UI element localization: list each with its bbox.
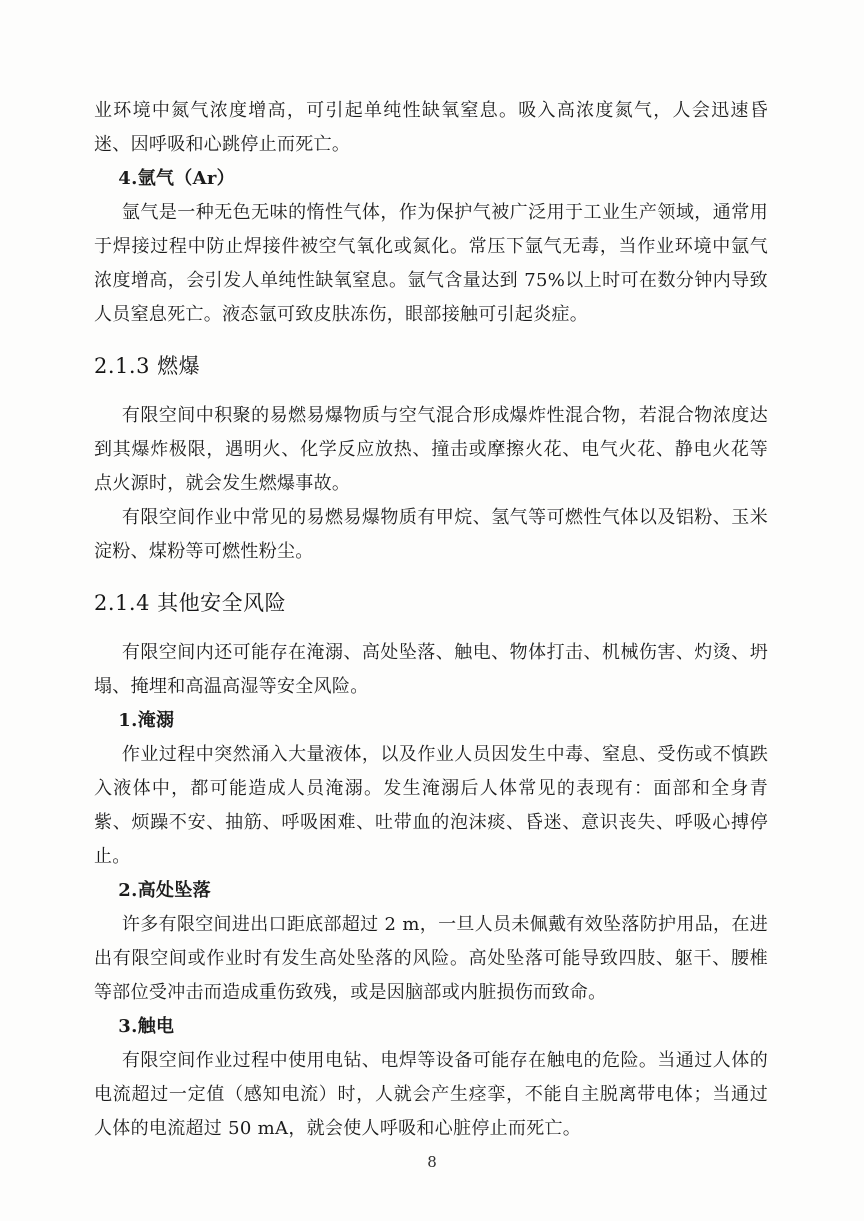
subheading-drowning: 1.淹溺 bbox=[118, 710, 175, 731]
page-footer bbox=[0, 1152, 864, 1171]
paragraph-drowning: 作业过程中突然涌入大量液体，以及作业人员因发生中毒、窒息、受伤或不慎跌入液体中，都可能造成人员淹溺。发生淹溺后人体常见的表现有：面部和全身青紫、烦躁不安、抽筋、呼吸困难、吐带血的泡沫痰、昏迷、意识丧失、呼吸心搏停止。 bbox=[94, 744, 768, 867]
paragraph-nitrogen-continuation: 业环境中氮气浓度增高，可引起单纯性缺氧窒息。吸入高浓度氮气，人会迅速昏迷、因呼吸和心跳停止而死亡。 bbox=[94, 100, 768, 155]
section-heading-2-1-4-other-risks: 2.1.4 其他安全风险 bbox=[94, 591, 287, 615]
paragraph-fall-from-height: 许多有限空间进出口距底部超过 2 m，一旦人员未佩戴有效坠落防护用品，在进出有限空间或作业时有发生高处坠落的风险。高处坠落可能导致四肢、躯干、腰椎等部位受冲击而造成重伤致残，或是因脑部或内脏损伤而致命。 bbox=[94, 914, 768, 1003]
section-heading-2-1-3-burn-explosion: 2.1.3 燃爆 bbox=[94, 354, 201, 378]
subheading-fall-from-height: 2.高处坠落 bbox=[118, 880, 211, 901]
paragraph-burn-explosion-2: 有限空间作业中常见的易燃易爆物质有甲烷、氢气等可燃性气体以及铝粉、玉米淀粉、煤粉等可燃性粉尘。 bbox=[94, 507, 768, 562]
paragraph-burn-explosion-1: 有限空间中积聚的易燃易爆物质与空气混合形成爆炸性混合物，若混合物浓度达到其爆炸极限，遇明火、化学反应放热、撞击或摩擦火花、电气火花、静电火花等点火源时，就会发生燃爆事故。 bbox=[94, 405, 768, 494]
subheading-argon: 4.氩气（Ar） bbox=[118, 168, 235, 189]
paragraph-argon: 氩气是一种无色无味的惰性气体，作为保护气被广泛用于工业生产领域，通常用于焊接过程中防止焊接件被空气氧化或氮化。常压下氩气无毒，当作业环境中氩气浓度增高，会引发人单纯性缺氧窒息。氩气含量达到 75%以上时可在数分钟内导致人员窒息死亡。液态氩可致皮肤冻伤，眼部接触可引起炎症。 bbox=[94, 202, 768, 325]
paragraph-other-risks-intro: 有限空间内还可能存在淹溺、高处坠落、触电、物体打击、机械伤害、灼烫、坍塌、掩埋和高温高湿等安全风险。 bbox=[94, 642, 768, 697]
page-number: 8 bbox=[427, 1153, 437, 1171]
subheading-electric-shock: 3.触电 bbox=[118, 1016, 175, 1037]
paragraph-electric-shock: 有限空间作业过程中使用电钻、电焊等设备可能存在触电的危险。当通过人体的电流超过一定值（感知电流）时，人就会产生痉挛，不能自主脱离带电体；当通过人体的电流超过 50 mA，就会使人呼吸和心脏停止而死亡。 bbox=[94, 1050, 768, 1139]
